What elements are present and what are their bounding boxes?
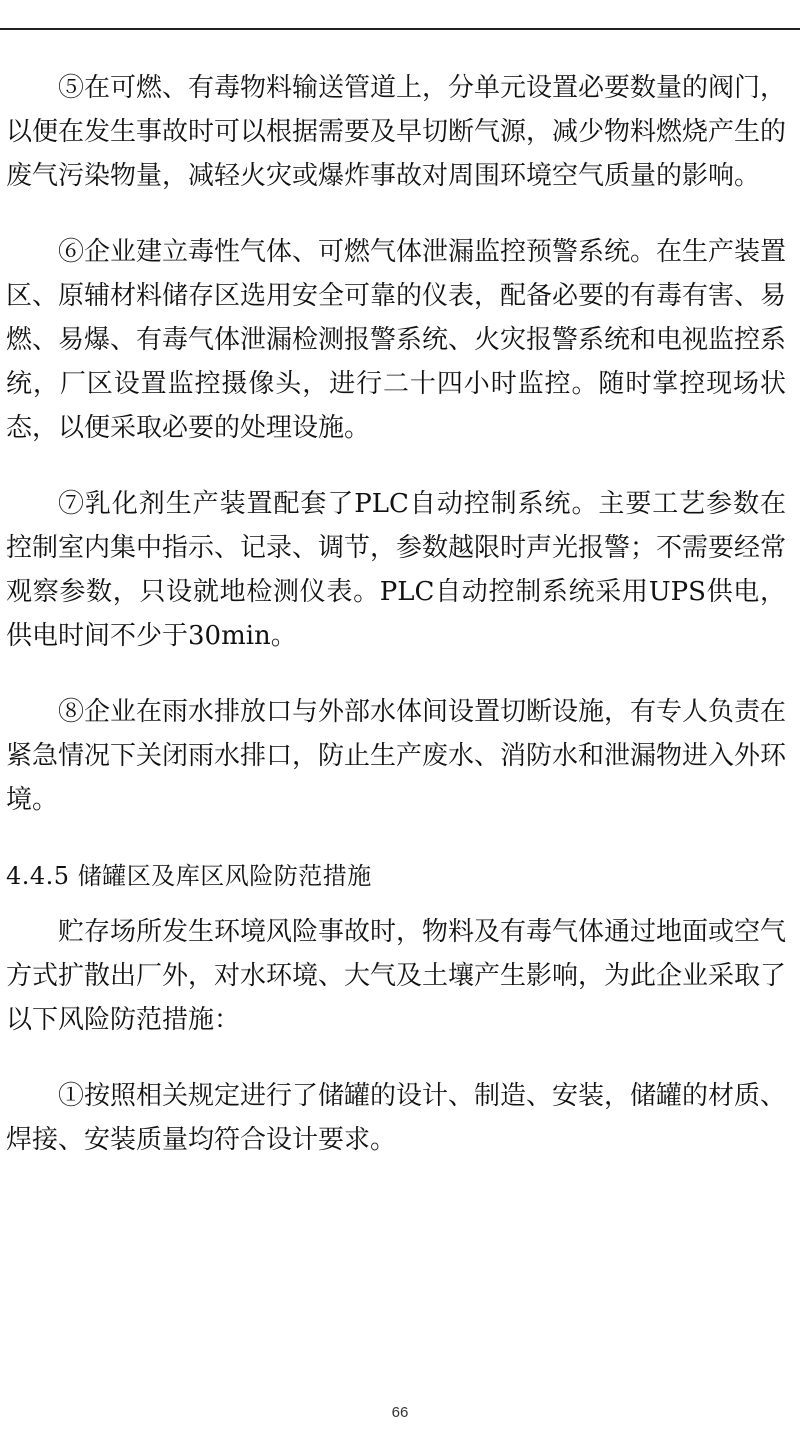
paragraph-item-5: ⑤在可燃、有毒物料输送管道上，分单元设置必要数量的阀门，以便在发生事故时可以根据需要及早切断气源，减少物料燃烧产生的废气污染物量，减轻火灾或爆炸事故对周围环境空气质量的影响。 [6, 73, 787, 191]
page-number: 66 [391, 1404, 409, 1421]
header-rule [0, 28, 800, 30]
paragraph-item-7: ⑦乳化剂生产装置配套了PLC自动控制系统。主要工艺参数在控制室内集中指示、记录、调节，参数越限时声光报警；不需要经常观察参数，只设就地检测仪表。PLC自动控制系统采用UPS供电，供电时间不少于30min。 [6, 489, 787, 651]
paragraph-item-6: ⑥企业建立毒性气体、可燃气体泄漏监控预警系统。在生产装置区、原辅材料储存区选用安全可靠的仪表，配备必要的有毒有害、易燃、易爆、有毒气体泄漏检测报警系统、火灾报警系统和电视监控系统，厂区设置监控摄像头，进行二十四小时监控。随时掌控现场状态，以便采取必要的处理设施。 [6, 237, 787, 443]
section-item-1: ①按照相关规定进行了储罐的设计、制造、安装，储罐的材质、焊接、安装质量均符合设计要求。 [6, 1081, 787, 1155]
section-intro: 贮存场所发生环境风险事故时，物料及有毒气体通过地面或空气方式扩散出厂外，对水环境、大气及土壤产生影响，为此企业采取了以下风险防范措施： [6, 917, 787, 1035]
paragraph-item-8: ⑧企业在雨水排放口与外部水体间设置切断设施，有专人负责在紧急情况下关闭雨水排口，防止生产废水、消防水和泄漏物进入外环境。 [6, 697, 787, 815]
document-body [6, 66, 786, 1162]
section-heading: 4.4.5 储罐区及库区风险防范措施 [6, 862, 372, 890]
